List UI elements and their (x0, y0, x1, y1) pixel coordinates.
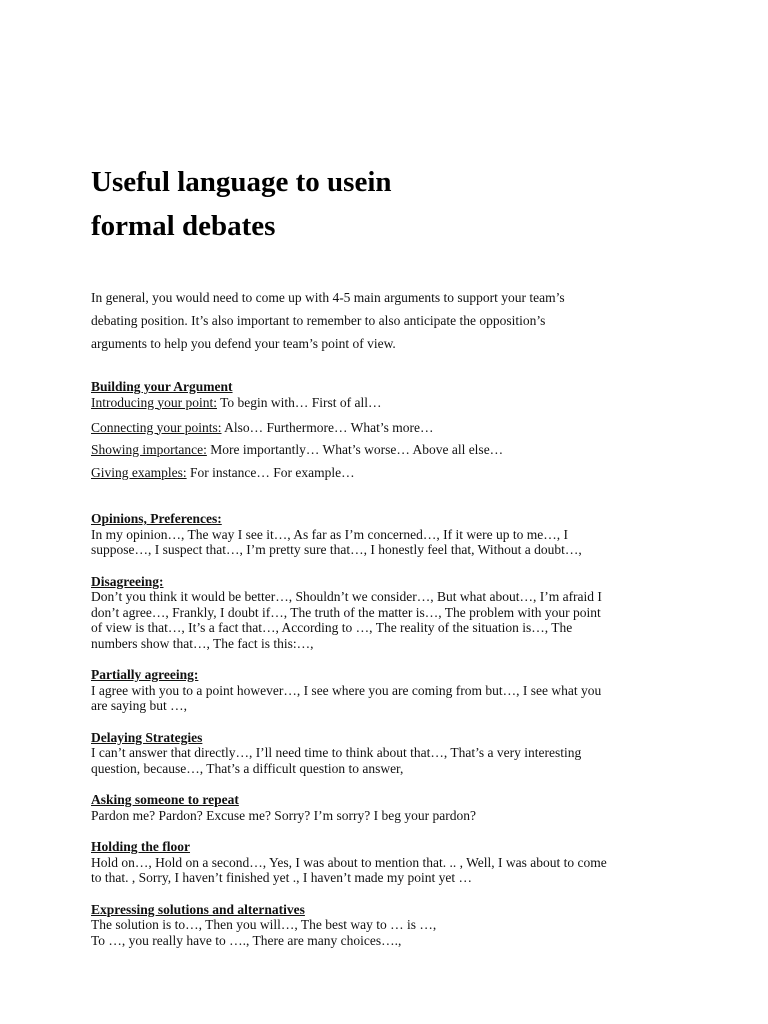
title-line-2: formal debates (91, 210, 276, 242)
row-label: Giving examples: (91, 464, 187, 480)
title-line-1: Useful language to usein (91, 166, 392, 198)
section-solutions-alternatives (91, 902, 681, 949)
row-text: To begin with… First of all… (216, 394, 382, 410)
building-row-examples (91, 462, 681, 485)
section-heading: Opinions, Preferences: (91, 511, 222, 526)
body-line: Hold on…, Hold on a second…, Yes, I was about to mention that. .. , Well, I was about to come (91, 854, 607, 870)
body-line: To …, you really have to …., There are many choices…., (91, 932, 402, 948)
body-line: don’t agree…, Frankly, I doubt if…, The truth of the matter is…, The problem with your point (91, 604, 601, 620)
row-text: Also… Furthermore… What’s more… (221, 419, 434, 435)
body-line: suppose…, I suspect that…, I’m pretty sure that…, I honestly feel that, Without a doubt…, (91, 542, 582, 557)
row-text: More importantly… What’s worse… Above all else… (206, 442, 504, 457)
intro-line-3: arguments to help you defend your team’s point of view. (91, 336, 396, 351)
section-opinions (91, 511, 681, 558)
intro-line-1: In general, you would need to come up with 4-5 main arguments to support your team’s (91, 290, 565, 305)
intro-paragraph (91, 286, 681, 355)
section-heading: Disagreeing: (91, 573, 164, 589)
document-page (91, 160, 681, 948)
intro-line-2: debating position. It’s also important to remember to also anticipate the opposition’s (91, 313, 546, 328)
section-disagreeing (91, 574, 681, 652)
body-line: The solution is to…, Then you will…, The best way to … is …, (91, 917, 437, 932)
section-partially-agreeing (91, 667, 681, 714)
body-line: question, because…, That’s a difficult question to answer, (91, 760, 404, 776)
building-row-introducing (91, 395, 681, 410)
body-line: of view is that…, It’s a fact that…, According to …, The reality of the situation is…, The (91, 620, 573, 635)
section-heading: Partially agreeing: (91, 667, 199, 682)
section-asking-to-repeat (91, 792, 681, 823)
building-row-importance (91, 439, 681, 462)
row-text: For instance… For example… (186, 464, 355, 480)
body-line: I can’t answer that directly…, I’ll need time to think about that…, That’s a very interesting (91, 745, 582, 760)
building-row-connecting (91, 417, 681, 440)
row-label: Showing importance: (91, 442, 207, 457)
document-title (91, 160, 681, 248)
section-heading: Holding the floor (91, 839, 191, 854)
body-line: to that. , Sorry, I haven’t finished yet ., I haven’t made my point yet … (91, 870, 473, 885)
row-label: Connecting your points: (91, 419, 222, 435)
body-line: are saying but …, (91, 698, 187, 713)
section-heading: Building your Argument (91, 379, 233, 394)
body-line: numbers show that…, The fact is this:…, (91, 635, 314, 651)
body-line: Pardon me? Pardon? Excuse me? Sorry? I’m sorry? I beg your pardon? (91, 807, 476, 823)
section-delaying-strategies (91, 730, 681, 777)
section-building-argument (91, 379, 681, 484)
body-line: I agree with you to a point however…, I see where you are coming from but…, I see what you (91, 682, 602, 698)
section-holding-the-floor (91, 839, 681, 886)
body-line: Don’t you think it would be better…, Shouldn’t we consider…, But what about…, I’m afraid I (91, 589, 602, 604)
body-line: In my opinion…, The way I see it…, As far as I’m concerned…, If it were up to me…, I (91, 526, 568, 542)
section-heading: Expressing solutions and alternatives (91, 901, 305, 917)
section-heading: Asking someone to repeat (91, 792, 239, 807)
row-label: Introducing your point: (91, 394, 217, 410)
section-heading: Delaying Strategies (91, 729, 203, 745)
